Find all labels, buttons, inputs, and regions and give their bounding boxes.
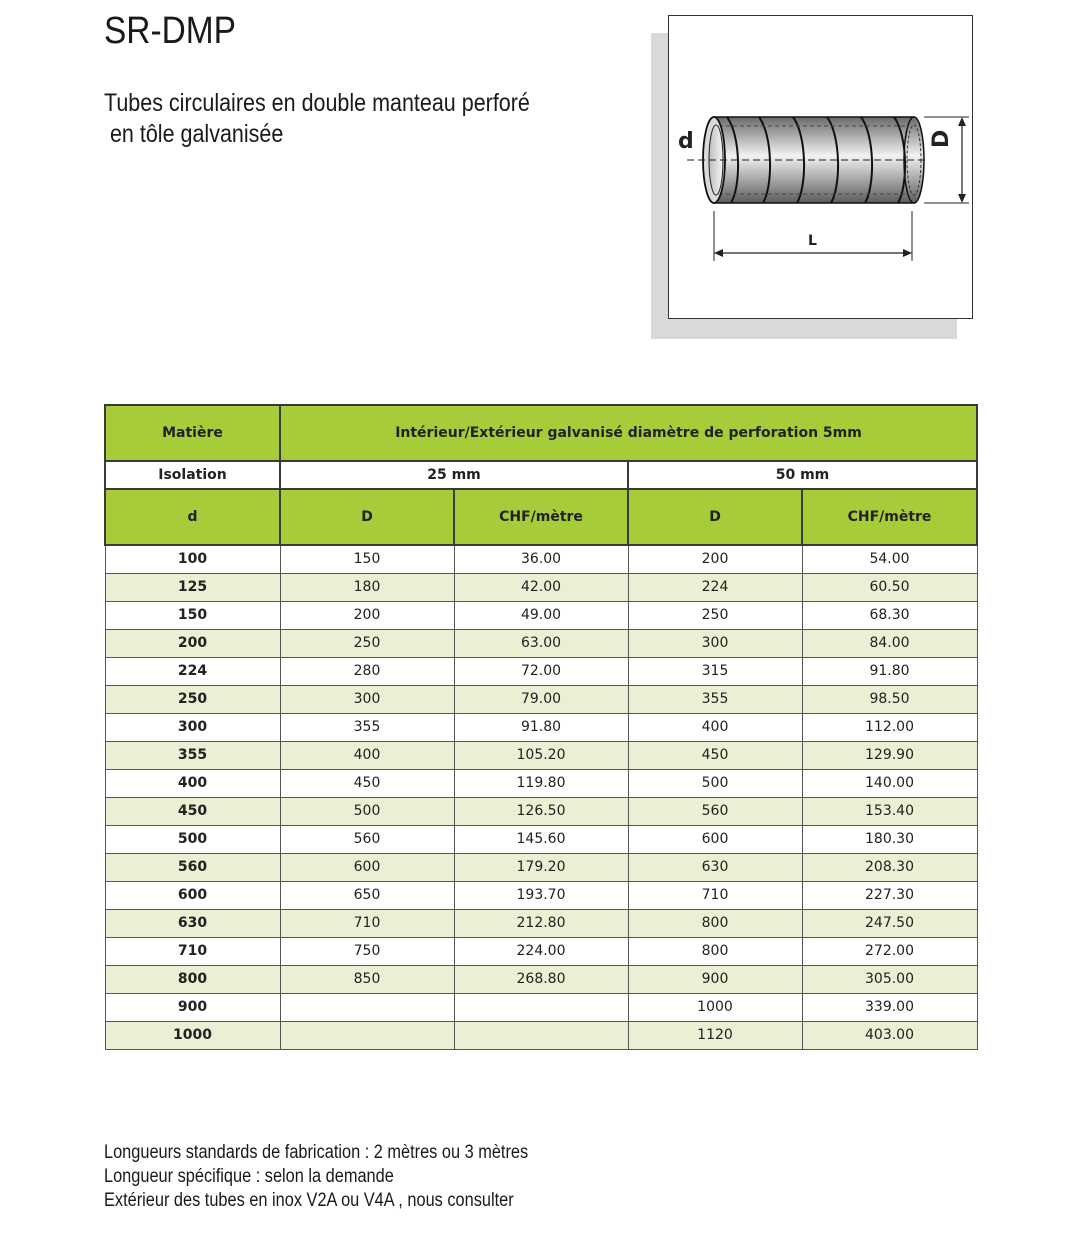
cell-price-50: 112.00: [802, 713, 977, 741]
cell-price-25: 119.80: [454, 769, 628, 797]
cell-d: 800: [105, 965, 280, 993]
cell-price-50: 54.00: [802, 545, 977, 573]
table-row: [105, 601, 977, 629]
cell-d: 560: [105, 853, 280, 881]
cell-D-25: 450: [280, 769, 454, 797]
label-inner-diameter: d: [678, 129, 694, 154]
cell-D-50: 315: [628, 657, 802, 685]
tube-diagram: [668, 15, 973, 319]
cell-price-25: 72.00: [454, 657, 628, 685]
cell-d: 150: [105, 601, 280, 629]
cell-d: 100: [105, 545, 280, 573]
cell-D-50: 400: [628, 713, 802, 741]
cell-D-50: 800: [628, 909, 802, 937]
table-row: [105, 657, 977, 685]
cell-D-25: 850: [280, 965, 454, 993]
cell-price-50: 91.80: [802, 657, 977, 685]
cell-D-50: 600: [628, 825, 802, 853]
cell-d: 710: [105, 937, 280, 965]
cell-D-50: 1120: [628, 1021, 802, 1049]
cell-D-25: 500: [280, 797, 454, 825]
insulation-50mm: 50 mm: [628, 461, 977, 489]
cell-price-50: 84.00: [802, 629, 977, 657]
cell-price-25: 212.80: [454, 909, 628, 937]
table-row: [105, 937, 977, 965]
cell-D-25: 710: [280, 909, 454, 937]
cell-D-25: [280, 1021, 454, 1049]
cell-D-50: 355: [628, 685, 802, 713]
table-row: [105, 685, 977, 713]
cell-D-25: [280, 993, 454, 1021]
cell-d: 900: [105, 993, 280, 1021]
cell-D-50: 450: [628, 741, 802, 769]
insulation-25mm: 25 mm: [280, 461, 628, 489]
cell-price-25: 145.60: [454, 825, 628, 853]
cell-price-25: 224.00: [454, 937, 628, 965]
cell-d: 1000: [105, 1021, 280, 1049]
table-row: [105, 909, 977, 937]
cell-price-25: 79.00: [454, 685, 628, 713]
cell-price-50: 247.50: [802, 909, 977, 937]
note-specific-length: Longueur spécifique : selon la demande: [104, 1166, 394, 1187]
col-header-price-25: CHF/mètre: [454, 489, 628, 545]
cell-D-50: 1000: [628, 993, 802, 1021]
insulation-row: [105, 461, 977, 489]
cell-d: 125: [105, 573, 280, 601]
spiral-tube-icon: [669, 16, 974, 320]
table-row: [105, 573, 977, 601]
cell-d: 600: [105, 881, 280, 909]
cell-price-50: 180.30: [802, 825, 977, 853]
cell-D-25: 750: [280, 937, 454, 965]
cell-price-50: 227.30: [802, 881, 977, 909]
cell-d: 224: [105, 657, 280, 685]
cell-D-50: 800: [628, 937, 802, 965]
label-outer-diameter: D: [929, 129, 954, 148]
material-value: Intérieur/Extérieur galvanisé diamètre de perforation 5mm: [280, 405, 977, 461]
col-header-price-50: CHF/mètre: [802, 489, 977, 545]
cell-price-50: 339.00: [802, 993, 977, 1021]
table-row: [105, 797, 977, 825]
table-row: [105, 713, 977, 741]
table-row: [105, 545, 977, 573]
cell-D-25: 200: [280, 601, 454, 629]
footer-notes: [104, 1141, 528, 1213]
cell-price-25: 91.80: [454, 713, 628, 741]
cell-D-50: 710: [628, 881, 802, 909]
cell-price-25: 126.50: [454, 797, 628, 825]
cell-price-50: 140.00: [802, 769, 977, 797]
cell-D-50: 200: [628, 545, 802, 573]
cell-D-25: 355: [280, 713, 454, 741]
cell-price-50: 403.00: [802, 1021, 977, 1049]
label-length: L: [808, 233, 817, 249]
material-label: Matière: [105, 405, 280, 461]
cell-price-50: 68.30: [802, 601, 977, 629]
cell-d: 630: [105, 909, 280, 937]
cell-D-50: 500: [628, 769, 802, 797]
subtitle-line-2: en tôle galvanisée: [104, 120, 284, 148]
cell-price-50: 208.30: [802, 853, 977, 881]
table-row: [105, 965, 977, 993]
table-row: [105, 741, 977, 769]
cell-price-25: [454, 1021, 628, 1049]
col-header-D-50: D: [628, 489, 802, 545]
cell-D-50: 630: [628, 853, 802, 881]
cell-D-25: 650: [280, 881, 454, 909]
cell-price-50: 153.40: [802, 797, 977, 825]
cell-d: 200: [105, 629, 280, 657]
cell-price-50: 98.50: [802, 685, 977, 713]
cell-price-25: 49.00: [454, 601, 628, 629]
subtitle-line-1: Tubes circulaires en double manteau perforé: [104, 89, 530, 117]
cell-D-25: 250: [280, 629, 454, 657]
cell-d: 400: [105, 769, 280, 797]
cell-d: 500: [105, 825, 280, 853]
insulation-label: Isolation: [105, 461, 280, 489]
cell-price-50: 60.50: [802, 573, 977, 601]
cell-D-25: 150: [280, 545, 454, 573]
table-row: [105, 993, 977, 1021]
cell-price-25: 105.20: [454, 741, 628, 769]
col-header-D-25: D: [280, 489, 454, 545]
table-row: [105, 1021, 977, 1049]
cell-d: 450: [105, 797, 280, 825]
page-subtitle: [104, 88, 530, 150]
page-title: SR-DMP: [104, 10, 236, 52]
cell-D-25: 400: [280, 741, 454, 769]
material-row: [105, 405, 977, 461]
cell-price-25: 36.00: [454, 545, 628, 573]
cell-d: 300: [105, 713, 280, 741]
cell-D-25: 180: [280, 573, 454, 601]
cell-price-25: 63.00: [454, 629, 628, 657]
cell-price-25: 268.80: [454, 965, 628, 993]
column-header-row: [105, 489, 977, 545]
table-row: [105, 881, 977, 909]
cell-D-25: 300: [280, 685, 454, 713]
cell-D-25: 280: [280, 657, 454, 685]
cell-price-25: 42.00: [454, 573, 628, 601]
cell-D-50: 250: [628, 601, 802, 629]
price-table: [104, 404, 978, 1050]
table-row: [105, 853, 977, 881]
cell-D-50: 560: [628, 797, 802, 825]
table-row: [105, 825, 977, 853]
note-stainless-option: Extérieur des tubes en inox V2A ou V4A , nous consulter: [104, 1190, 514, 1211]
table-row: [105, 769, 977, 797]
note-standard-lengths: Longueurs standards de fabrication : 2 mètres ou 3 mètres: [104, 1142, 529, 1163]
cell-D-50: 900: [628, 965, 802, 993]
cell-price-50: 129.90: [802, 741, 977, 769]
cell-price-50: 305.00: [802, 965, 977, 993]
col-header-d: d: [105, 489, 280, 545]
cell-price-25: 179.20: [454, 853, 628, 881]
cell-price-25: 193.70: [454, 881, 628, 909]
cell-D-25: 560: [280, 825, 454, 853]
table-row: [105, 629, 977, 657]
cell-D-50: 300: [628, 629, 802, 657]
cell-price-50: 272.00: [802, 937, 977, 965]
cell-D-50: 224: [628, 573, 802, 601]
cell-d: 355: [105, 741, 280, 769]
cell-d: 250: [105, 685, 280, 713]
cell-price-25: [454, 993, 628, 1021]
cell-D-25: 600: [280, 853, 454, 881]
